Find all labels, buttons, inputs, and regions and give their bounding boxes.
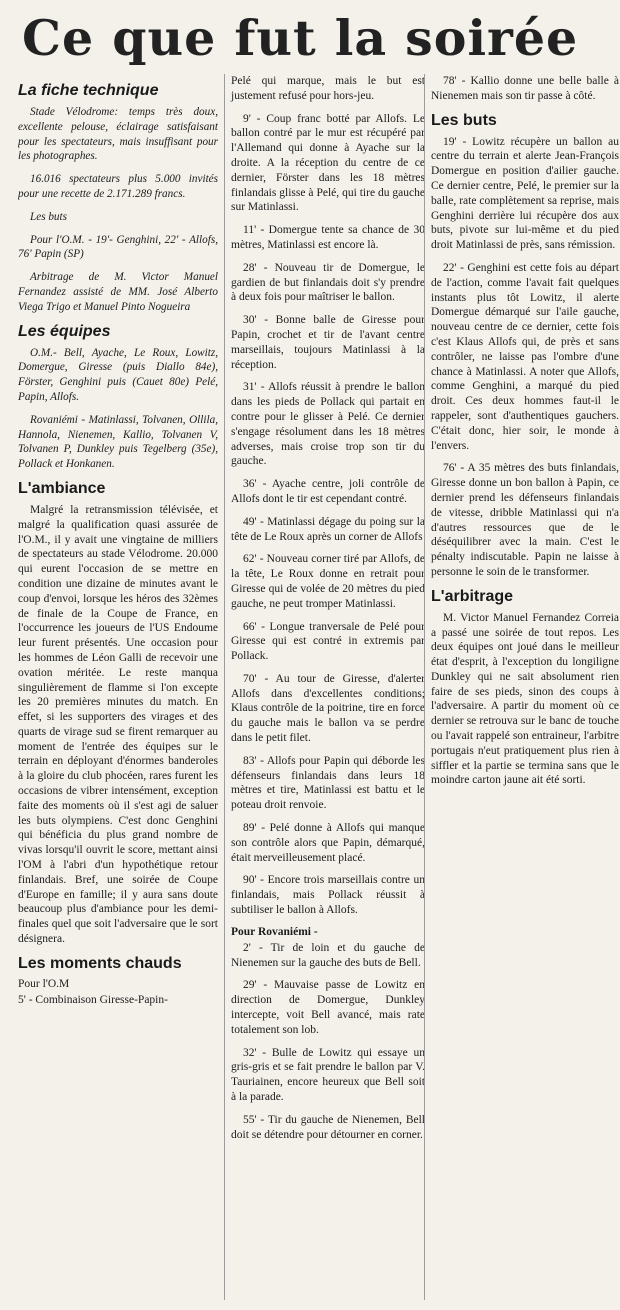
equipes-heading: Les équipes (18, 322, 111, 340)
buts-heading: Les buts (431, 111, 497, 129)
arbitrage-paragraph: M. Victor Manuel Fernandez Correia a passé une soirée de tout repos. Les deux équipes ont joué dans le meilleur état d'esprit, à l'exception du longiligne Dunkley qui ne sait absolument rien faire de ses pieds, sinon des coups à l'adversaire. A partir du moment où ce dernier se retrouva sur le banc de touche ou l'avait rappelé son entraineur, l'arbitre portugais n'eut pratiquement plus rien à siffler et la partie se termina sans que le moindre carton jaune ait été sorti. (431, 611, 619, 787)
moments-paragraph: 5' - Combinaison Giresse-Papin- (18, 993, 168, 1006)
moment-paragraph: 55' - Tir du gauche de Nienemen, Bell doit se détendre pour détourner en corner. (231, 1113, 425, 1141)
moment-paragraph: 31' - Allofs réussit à prendre le ballon dans les pieds de Pollack qui partait en contre pour le glisser à Pelé. Ce dernier s'engage résolument dans les 18 mètres adverses, mais croise trop son tir du gauche. (231, 381, 425, 468)
fiche-paragraph: Arbitrage de M. Victor Manuel Fernandez assisté de MM. José Alberto Viega Trigo et Manuel Pinto Nogueira (18, 271, 218, 313)
fiche-technique-heading: La fiche technique (18, 82, 159, 99)
article-title: Ce que fut la soirée (22, 9, 579, 67)
moment-paragraph: 78' - Kallio donne une belle balle à Nienemen mais son tir passe à côté. (431, 75, 619, 102)
moment-paragraph: 11' - Domergue tente sa chance de 30 mètres, Matinlassi est encore là. (231, 224, 425, 251)
column-3 (424, 74, 619, 1300)
moment-paragraph: 32' - Bulle de Lowitz qui essaye un gris-gris et se fait prendre le ballon par V. Tauriainen, encore heureux que Bell soit à la parade. (231, 1046, 425, 1104)
ambiance-heading: L'ambiance (18, 479, 106, 497)
moment-paragraph: 83' - Allofs pour Papin qui déborde les défenseurs finlandais dans leurs 18 mètres et tire, Matinlassi est battu et le poteau droit renvoie. (231, 754, 425, 812)
buts-paragraph: 19' - Lowitz récupère un ballon au centre du terrain et alerte Jean-François Domergue en position d'ailier gauche. Ce dernier centre, Pelé, le premier sur la balle, rate complètement sa reprise, mais Genghini derrière lui récupère dos aux buts, pivote sur lui-même et du pied droit Matinlassi de près, sans rémission. (431, 135, 619, 252)
fiche-paragraph: Pour l'O.M. - 19'- Genghini, 22' - Allofs, 76' Papin (SP) (18, 233, 218, 261)
moment-paragraph: 29' - Mauvaise passe de Lowitz en direction de Domergue, Dunkley intercepte, voit Bell avancé, mais rate totalement son lob. (231, 979, 425, 1036)
moments-subheading: Pour l'O.M (18, 977, 70, 990)
moment-paragraph: 66' - Longue tranversale de Pelé pour Giresse qui est contré in extremis par Pollack. (231, 620, 425, 663)
equipes-paragraph: O.M.- Bell, Ayache, Le Roux, Lowitz, Domergue, Giresse (puis Diallo 84e), Förster, Genghini puis (Cauet 80e) Pelé, Papin, Allofs. (18, 346, 218, 403)
moment-paragraph: 70' - Au tour de Giresse, d'alerter Allofs dans d'excellentes conditions; Klaus contrôle de la poitrine, tire en force du gauche mais le ballon va se perdre dans le petit filet. (231, 672, 425, 745)
moment-paragraph: 36' - Ayache centre, joli contrôle de Allofs dont le tir est cependant contré. (231, 478, 425, 505)
moments-chauds-heading: Les moments chauds (18, 954, 182, 972)
moment-paragraph: 9' - Coup franc botté par Allofs. Le ballon contré par le mur est récupéré par l'Allemand qui donne à Ayache sur la droite. A la réception du centre de ce dernier, Förster dans les 18 mètres finlandais glisse à Pelé, qui tire du gauche sur Matinlassi. (231, 112, 425, 214)
moment-paragraph: Pelé qui marque, mais le but est justement refusé pour hors-jeu. (231, 75, 425, 102)
equipes-paragraph: Rovaniémi - Matinlassi, Tolvanen, Ollila, Hannola, Nienemen, Kallio, Tolvanen V, Tolvanen P, Dunkley puis Tegelberg (35e), Pollack et Honkanen. (18, 413, 218, 471)
fiche-paragraph: 16.016 spectateurs plus 5.000 invités pour une recette de 2.171.289 francs. (18, 173, 218, 200)
rovaniemi-subheading: Pour Rovaniémi - (231, 925, 318, 938)
fiche-paragraph: Stade Vélodrome: temps très doux, excellente pelouse, éclairage satisfaisant pour les spectateurs, mais insuffisant pour les photographes. (18, 106, 218, 163)
moment-paragraph: 89' - Pelé donne à Allofs qui manque son contrôle alors que Papin, démarqué, était merveilleusement placé. (231, 822, 425, 864)
moment-paragraph: 62' - Nouveau corner tiré par Allofs, de la tête, Le Roux donne en retrait pour Giresse qui de volée de 20 mètres du pied gauche, ne peut tromper Matinlassi. (231, 553, 425, 610)
fiche-paragraph: Les buts (30, 210, 67, 223)
moment-paragraph: 30' - Bonne balle de Giresse pour Papin, crochet et tir de l'avant centre marseillais, toujours Matinlassi à la réception. (231, 314, 425, 371)
ambiance-paragraph: Malgré la retransmission télévisée, et malgré la qualification quasi assurée de l'O.M., il y avait une vingtaine de milliers de spectateurs au stade Vélodrome. 20.000 qui eurent l'occasion de se mettre en condition une dizaine de minutes avant le coup d'envoi, lorsque les héros des 32èmes de finale de la Coupe de France, en l'occurrence les joueurs de l'US Endoume leur furent présentés. Une occasion pour les hommes de Léon Galli de recevoir une ovation méritée. Le reste manqua singulièrement de flamme si l'on excepte les 20 premières minutes du match. En effet, si les supporters des virages et des quarts de virage sud se firent remarquer au moment de l'entrée des équipes sur le terrain en déployant d'énormes banderoles à la gloire du club phocéen, rares furent les occasions de vibrer intensément, exception faite des moments où il s'est agi de saluer les buts olympiens. C'est donc Genghini qui bénéficia du plus grand nombre de vivas lorsqu'il ouvrit le score, mettant ainsi l'OM à l'abri d'un hypothétique retour finlandais. Bref, une soirée de Coupe d'Europe en famille; il y aura sans doute beaucoup plus d'ambiance pour les demi-finales quel que soit l'adversaire que le sort désignera. (18, 503, 218, 946)
moment-paragraph: 49' - Matinlassi dégage du poing sur la tête de Le Roux après un corner de Allofs (231, 515, 425, 543)
column-2 (224, 74, 425, 1300)
arbitrage-heading: L'arbitrage (431, 587, 514, 605)
column-1 (18, 74, 218, 1300)
moment-paragraph: 28' - Nouveau tir de Domergue, le gardien de but finlandais doit s'y prendre à deux fois pour maîtriser le ballon. (231, 261, 425, 304)
moment-paragraph: 2' - Tir de loin et du gauche de Nienemen sur la gauche des buts de Bell. (231, 941, 425, 969)
moment-paragraph: 90' - Encore trois marseillais contre un finlandais, mais Pollack réussit à subtiliser le ballon à Allofs. (231, 874, 425, 917)
buts-paragraph: 76' - A 35 mètres des buts finlandais, Giresse donne un bon ballon à Papin, ce dernier prend les défenseurs finlandais de vitesse, dribble Matinlassi qui n'a d'autres ressources que de le déséquilibrer avec la main. C'est le pénalty indiscutable. Papin ne laisse à personne le soin de le transformer. (431, 462, 619, 578)
buts-paragraph: 22' - Genghini est cette fois au départ de l'action, comme l'avait fait quelques instants plus tôt Lowitz, il alerte Domergue démarqué sur l'aile gauche, nouveau centre de ce dernier, cette fois c'est Klaus Allofs qui, de près et sans contrôler, ne laisse pas l'ombre d'une chance à Matinlassi. A noter que Allofs, comme Genghini, a marqué du pied droit. Ces deux hommes faut-il le rappeler, sont d'authentiques gauchers. C'était donc, hier soir, le monde à l'envers. (431, 261, 619, 452)
